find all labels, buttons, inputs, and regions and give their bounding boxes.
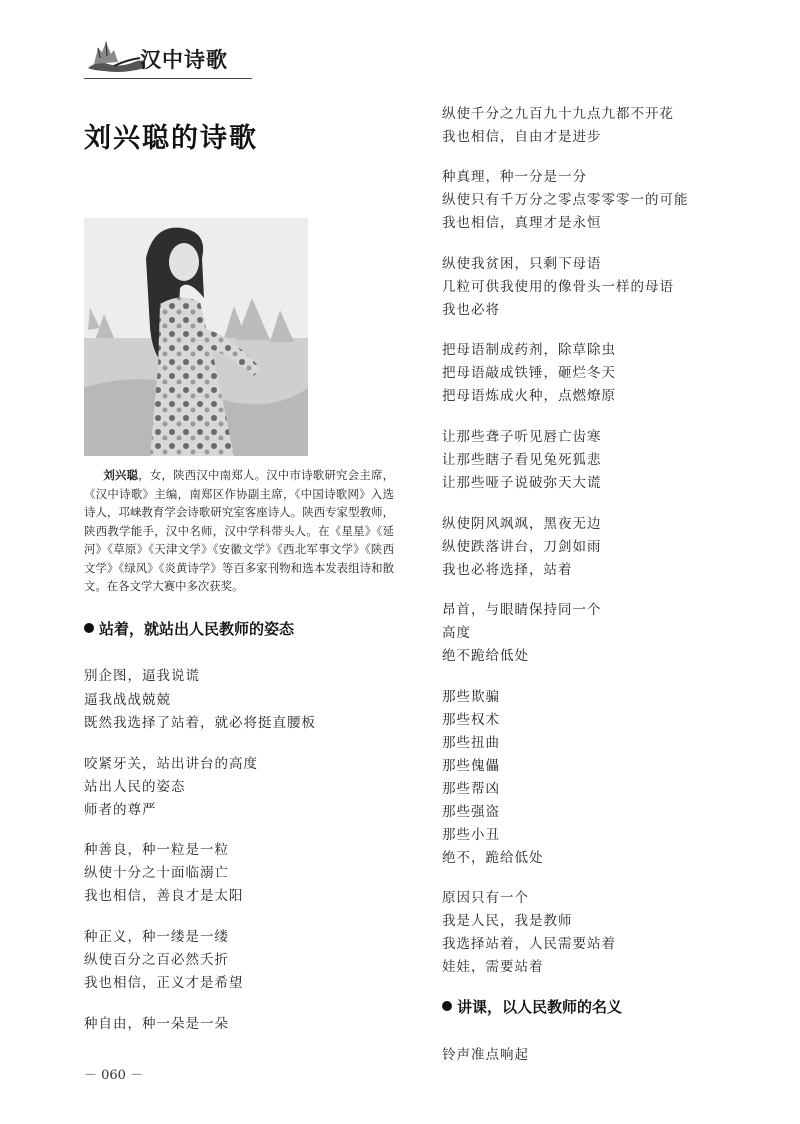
author-photo [84,218,308,456]
bullet-dot-icon [442,1001,452,1011]
poem-line: 把母语制成药剂，除草除虫 [442,342,616,358]
poem-line: 我也必将选择，站着 [442,562,573,578]
poem-line: 我是人民，我是教师 [442,913,573,929]
poem-line: 我也相信，自由才是进步 [442,129,602,145]
author-bio-text: ，女，陕西汉中南郑人。汉中市诗歌研究会主席，《汉中诗歌》主编，南郑区作协副主席，《中国诗歌网》入选诗人，邛崃教育学会诗歌研究室客座诗人。陕西专家型教师，陕西教学能手，汉中名师，汉中学科带头人。在《星星》《延河》《草原》《天津文学》《安徽文学》《西北军事文学》《陕西文学》《绿风》《炎黄诗学》等百多家刊物和选本发表组诗和散文。在各文学大赛中多次获奖。 [84,468,394,593]
poem-line: 几粒可供我使用的像骨头一样的母语 [442,279,674,295]
poem-line: 那些帮凶 [442,781,500,797]
poem-line: 我也相信，善良才是太阳 [84,888,244,904]
poem-line: 种善良，种一粒是一粒 [84,842,229,858]
poem-line: 绝不跪给低处 [442,648,529,664]
poem-line: 纵使我贫困，只剩下母语 [442,256,602,272]
poem-line: 既然我选择了站着，就必将挺直腰板 [84,715,316,731]
poem-heading-standing [84,618,294,639]
page-number: － 060 － [84,1068,144,1083]
poem-line: 师者的尊严 [84,802,157,818]
poem-line: 昂首，与眼睛保持同一个 [442,602,602,618]
poem-line: 把母语敲成铁锤，砸烂冬天 [442,365,616,381]
poem-line: 纵使阴风飒飒，黑夜无边 [442,516,602,532]
poem-line: 那些小丑 [442,827,500,843]
poem-heading-text: 讲课，以人民教师的名义 [457,998,623,1016]
poem-line: 那些扭曲 [442,735,500,751]
poem-line: 那些傀儡 [442,758,500,774]
poem-line: 我也必将 [442,302,500,318]
poem-line: 种正义，种一缕是一缕 [84,929,229,945]
poem-line: 原因只有一个 [442,890,529,906]
poem-line: 种自由，种一朵是一朵 [84,1016,229,1032]
poem-line: 我也相信，真理才是永恒 [442,215,602,231]
author-bio [84,466,394,596]
article-title: 刘兴聪的诗歌 [84,123,258,154]
poem-line: 站出人民的姿态 [84,779,186,795]
poem-line: 我选择站着，人民需要站着 [442,936,616,952]
header-rule [84,78,252,79]
poem-line: 娃娃，需要站着 [442,959,544,975]
poem-line: 让那些瞎子看见兔死狐悲 [442,452,602,468]
poem-heading-lecture [442,996,622,1017]
poem-line: 绝不，跪给低处 [442,850,544,866]
poem-line: 逼我战战兢兢 [84,692,171,708]
poem-line: 那些欺骗 [442,689,500,705]
poem-line: 别企图，逼我说谎 [84,668,200,684]
poem-line: 那些权术 [442,712,500,728]
section-title: 汉中诗歌 [140,48,228,72]
poem-line: 纵使千分之九百九十九点九都不开花 [442,106,674,122]
poem-line: 纵使只有千万分之零点零零零一的可能 [442,192,689,208]
poem-line: 高度 [442,625,471,641]
author-name: 刘兴聪 [103,468,139,482]
poem-line: 纵使百分之百必然夭折 [84,952,229,968]
poem-heading-text: 站着，就站出人民教师的姿态 [99,620,295,638]
poem-line: 那些强盗 [442,804,500,820]
poem-line: 铃声准点响起 [442,1047,529,1063]
ink-landscape-logo-icon [84,38,146,74]
poem-line: 让那些聋子听见唇亡齿寒 [442,429,602,445]
poem-line: 种真理，种一分是一分 [442,169,587,185]
poem-line: 把母语炼成火种，点燃燎原 [442,388,616,404]
poem-line: 我也相信，正义才是希望 [84,975,244,991]
bullet-dot-icon [84,623,94,633]
poem-line: 让那些哑子说破弥天大谎 [442,475,602,491]
poem-line: 纵使跌落讲台，刀剑如雨 [442,539,602,555]
poem-line: 咬紧牙关，站出讲台的高度 [84,756,258,772]
poem-line: 纵使十分之十面临溺亡 [84,865,229,881]
section-header [84,36,254,78]
